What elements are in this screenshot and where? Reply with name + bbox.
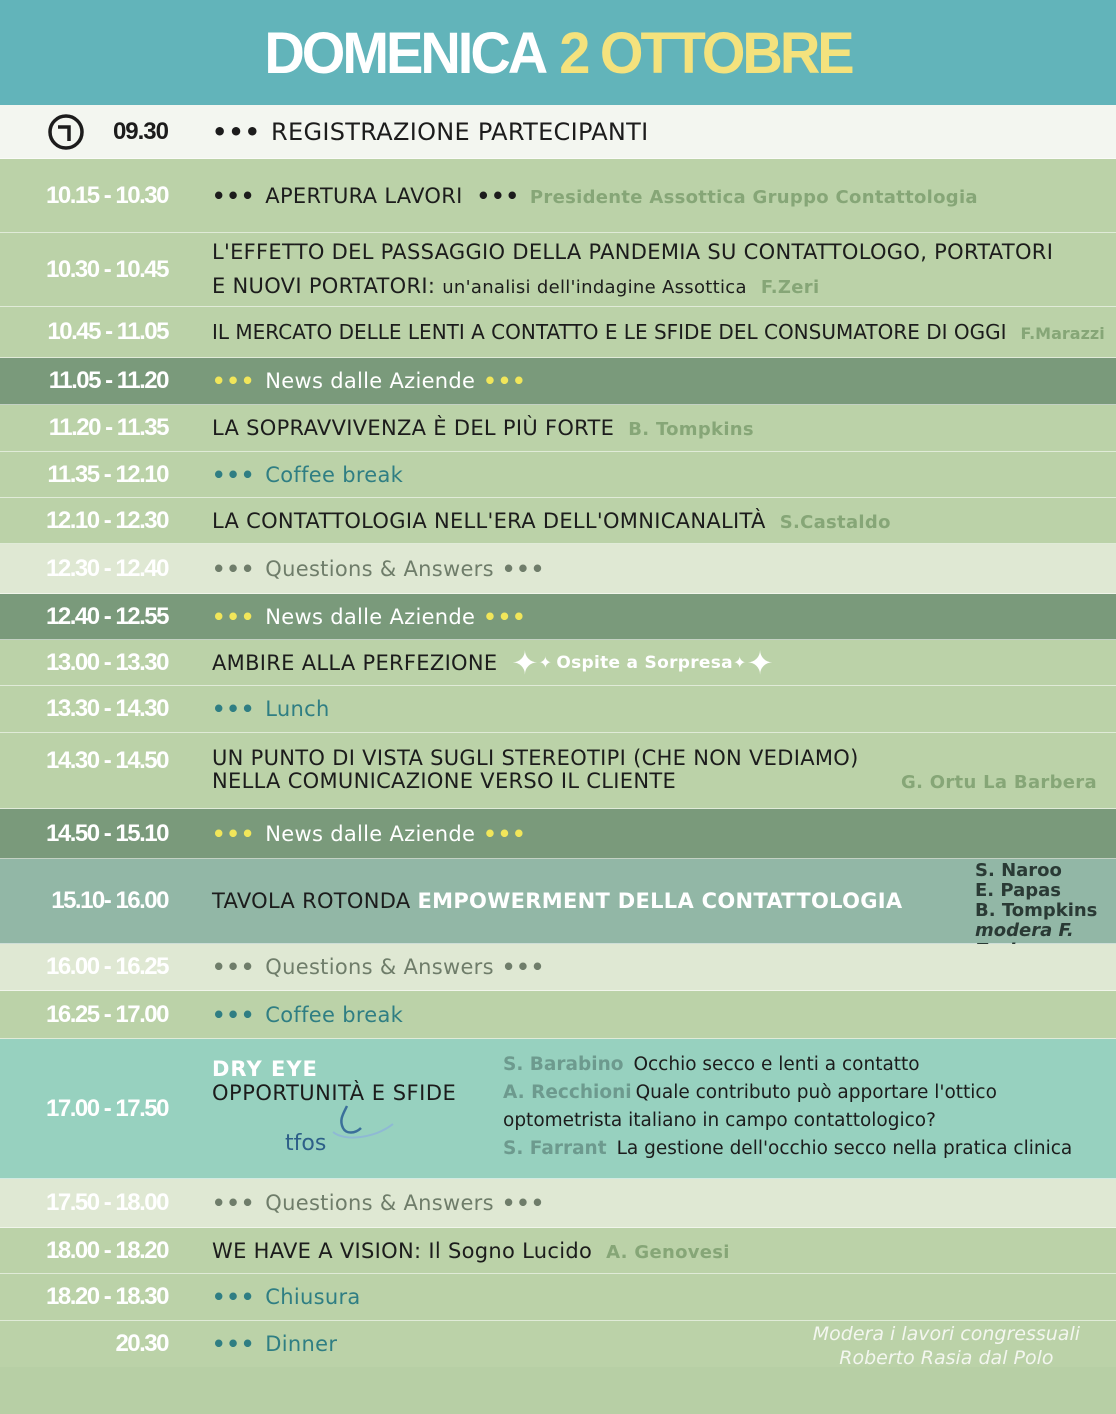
session-title: AMBIRE ALLA PERFEZIONE bbox=[212, 650, 498, 675]
tfos-logo bbox=[285, 1102, 395, 1158]
time-label: 09.30 bbox=[112, 117, 168, 145]
speaker-name: F.Zeri bbox=[760, 276, 820, 298]
schedule-row-chiusura bbox=[0, 1274, 1116, 1321]
time-label: 16.25 - 17.00 bbox=[46, 1000, 168, 1028]
header-date: 2 OTTOBRE bbox=[559, 19, 852, 86]
tfos-logo-mark bbox=[285, 1102, 395, 1154]
session-title: REGISTRAZIONE PARTECIPANTI bbox=[271, 117, 649, 146]
talk-item bbox=[503, 1079, 1093, 1135]
sparkle-icon: ✦ bbox=[538, 653, 553, 672]
session-title-line1: UN PUNTO DI VISTA SUGLI STEREOTIPI (CHE NON VEDIAMO) bbox=[212, 746, 859, 770]
speaker-name: G. Ortu La Barbera bbox=[901, 772, 1097, 793]
speaker-name: S. Barabino bbox=[503, 1054, 624, 1075]
time-label: 18.20 - 18.30 bbox=[46, 1283, 168, 1310]
dots-icon: ••• bbox=[212, 697, 256, 721]
dots-icon: ••• bbox=[501, 556, 546, 581]
schedule-row-news-3 bbox=[0, 809, 1116, 859]
schedule-row-news-1 bbox=[0, 358, 1116, 405]
speaker-name: S. Farrant bbox=[503, 1138, 607, 1159]
dots-icon: ••• bbox=[476, 183, 520, 208]
time-label: 11.35 - 12.10 bbox=[47, 460, 168, 488]
session-title: LA SOPRAVVIVENZA È DEL PIÙ FORTE bbox=[212, 416, 615, 440]
sparkle-icon: ✦ bbox=[511, 643, 539, 682]
dots-icon: ••• bbox=[501, 1191, 546, 1215]
speaker-name: S.Castaldo bbox=[779, 511, 891, 533]
time-label: 12.40 - 12.55 bbox=[46, 602, 168, 630]
sparkle-icon: ✦ bbox=[746, 643, 774, 682]
moderator-name: modera F. bbox=[975, 920, 1074, 941]
session-subtitle: Il Sogno Lucido bbox=[428, 1238, 593, 1263]
session-title: Questions & Answers bbox=[265, 955, 494, 979]
session-title: News dalle Aziende bbox=[265, 821, 476, 846]
time-label: 10.45 - 11.05 bbox=[47, 318, 168, 345]
sparkle-icon: ✦ bbox=[732, 653, 747, 672]
header-day: DOMENICA bbox=[264, 19, 546, 86]
time-label: 20.30 bbox=[115, 1330, 168, 1357]
time-label: 10.15 - 10.30 bbox=[46, 181, 168, 209]
session-title: LA CONTATTOLOGIA NELL'ERA DELL'OMNICANALITÀ bbox=[212, 508, 766, 533]
session-highlight: EMPOWERMENT DELLA CONTATTOLOGIA bbox=[417, 889, 903, 913]
time-label: 14.30 - 14.50 bbox=[46, 747, 168, 774]
time-label: 13.00 - 13.30 bbox=[46, 648, 168, 676]
schedule-row-qa-3 bbox=[0, 1179, 1116, 1228]
page-header bbox=[0, 0, 1116, 108]
speaker-name: A. Recchioni bbox=[503, 1082, 632, 1103]
dots-icon: ••• bbox=[501, 955, 546, 979]
speaker-name: Presidente Assottica Gruppo Contattologia bbox=[529, 186, 978, 208]
time-label: 12.10 - 12.30 bbox=[46, 506, 168, 534]
dots-icon: ••• bbox=[212, 1332, 256, 1356]
session-title-line2: E NUOVI PORTATORI: bbox=[212, 273, 436, 298]
schedule-row-lunch bbox=[0, 686, 1116, 733]
time-label: 10.30 - 10.45 bbox=[46, 255, 168, 283]
dots-icon: ••• bbox=[212, 955, 256, 979]
dots-icon: ••• bbox=[483, 604, 527, 629]
speaker-name: E. Papas bbox=[975, 880, 1062, 901]
schedule-row-ambire bbox=[0, 640, 1116, 686]
time-label: 16.00 - 16.25 bbox=[46, 953, 168, 980]
schedule-row-qa-2 bbox=[0, 944, 1116, 991]
schedule-row-omnicanalita bbox=[0, 498, 1116, 544]
session-title: APERTURA LAVORI bbox=[265, 183, 463, 208]
clock-icon bbox=[48, 114, 84, 150]
speaker-name: A. Genovesi bbox=[606, 1241, 730, 1263]
dots-icon: ••• bbox=[212, 604, 256, 629]
time-label: 11.20 - 11.35 bbox=[48, 414, 168, 441]
session-title: Lunch bbox=[265, 697, 330, 721]
speaker-name: Ospite a Sorpresa bbox=[556, 652, 733, 673]
schedule-row-dry-eye bbox=[0, 1039, 1116, 1179]
session-title: WE HAVE A VISION: bbox=[212, 1238, 422, 1263]
speaker-name: B. Tompkins bbox=[975, 900, 1098, 921]
dots-icon: ••• bbox=[212, 1191, 256, 1215]
moderator-note bbox=[813, 1322, 1080, 1370]
schedule-row-apertura bbox=[0, 159, 1116, 233]
session-title: Coffee break bbox=[265, 1002, 404, 1027]
schedule-row-coffee-2 bbox=[0, 991, 1116, 1039]
talk-item bbox=[503, 1051, 1093, 1079]
session-title: TAVOLA ROTONDA bbox=[212, 889, 411, 913]
time-label: 15.10- 16.00 bbox=[51, 887, 168, 914]
schedule-row-effetto bbox=[0, 233, 1116, 307]
session-title: News dalle Aziende bbox=[265, 369, 476, 393]
schedule-row-stereotipi bbox=[0, 733, 1116, 809]
dots-icon: ••• bbox=[212, 117, 262, 146]
schedule-row-sopravvivenza bbox=[0, 405, 1116, 452]
time-label: 17.00 - 17.50 bbox=[46, 1094, 168, 1122]
dots-icon: ••• bbox=[483, 369, 527, 393]
session-title: Questions & Answers bbox=[265, 1191, 494, 1215]
time-label: 18.00 - 18.20 bbox=[46, 1236, 168, 1264]
session-title: Dinner bbox=[265, 1332, 338, 1356]
time-label: 14.50 - 15.10 bbox=[46, 819, 168, 847]
session-title: Coffee break bbox=[265, 462, 404, 487]
moderator-note-line1: Modera i lavori congressuali bbox=[812, 1323, 1080, 1345]
session-title-line1: L'EFFETTO DEL PASSAGGIO DELLA PANDEMIA SU CONTATTOLOGO, PORTATORI bbox=[212, 239, 1054, 264]
session-title: Questions & Answers bbox=[265, 556, 494, 581]
talk-topic: Occhio secco e lenti a contatto bbox=[633, 1054, 920, 1075]
dry-eye-talks bbox=[503, 1051, 1093, 1163]
session-subtitle: OPPORTUNITÀ E SFIDE bbox=[212, 1081, 457, 1105]
dots-icon: ••• bbox=[212, 183, 256, 208]
speaker-name: B. Tompkins bbox=[628, 419, 754, 440]
speaker-name: S. Naroo bbox=[975, 860, 1062, 881]
session-subtitle: un'analisi dell'indagine Assottica bbox=[442, 276, 747, 298]
schedule-row-qa-1 bbox=[0, 544, 1116, 594]
dots-icon: ••• bbox=[212, 1002, 256, 1027]
schedule-row-vision bbox=[0, 1228, 1116, 1274]
talk-topic: La gestione dell'occhio secco nella pratica clinica bbox=[616, 1138, 1073, 1159]
session-title: DRY EYE bbox=[212, 1057, 318, 1081]
dots-icon: ••• bbox=[212, 821, 256, 846]
session-title: Chiusura bbox=[265, 1285, 361, 1309]
schedule-row-tavola-rotonda bbox=[0, 859, 1116, 944]
time-label: 12.30 - 12.40 bbox=[46, 554, 168, 582]
schedule-row-mercato bbox=[0, 307, 1116, 358]
session-title: News dalle Aziende bbox=[265, 604, 476, 629]
time-label: 11.05 - 11.20 bbox=[48, 367, 168, 394]
talk-item bbox=[503, 1135, 1093, 1163]
talk-topic: Quale contributo può apportare l'ottico optometrista italiano in campo contattologico? bbox=[503, 1082, 997, 1131]
time-label: 17.50 - 18.00 bbox=[46, 1189, 168, 1216]
dots-icon: ••• bbox=[212, 1285, 256, 1309]
dots-icon: ••• bbox=[212, 556, 256, 581]
session-title-line2: NELLA COMUNICAZIONE VERSO IL CLIENTE bbox=[212, 769, 677, 793]
speaker-name: F.Marazzi bbox=[1020, 324, 1105, 343]
schedule-row-coffee-1 bbox=[0, 452, 1116, 498]
dots-icon: ••• bbox=[483, 821, 527, 846]
dots-icon: ••• bbox=[212, 369, 256, 393]
time-label: 13.30 - 14.30 bbox=[46, 695, 168, 722]
tfos-logo-text: tfos bbox=[285, 1131, 327, 1154]
schedule-row-news-2 bbox=[0, 594, 1116, 640]
session-title: IL MERCATO DELLE LENTI A CONTATTO E LE SFIDE DEL CONSUMATORE DI OGGI bbox=[212, 320, 1007, 344]
schedule-row-registration bbox=[0, 105, 1116, 159]
moderator-note-line2: Roberto Rasia dal Polo bbox=[839, 1347, 1054, 1369]
dots-icon: ••• bbox=[212, 462, 256, 487]
